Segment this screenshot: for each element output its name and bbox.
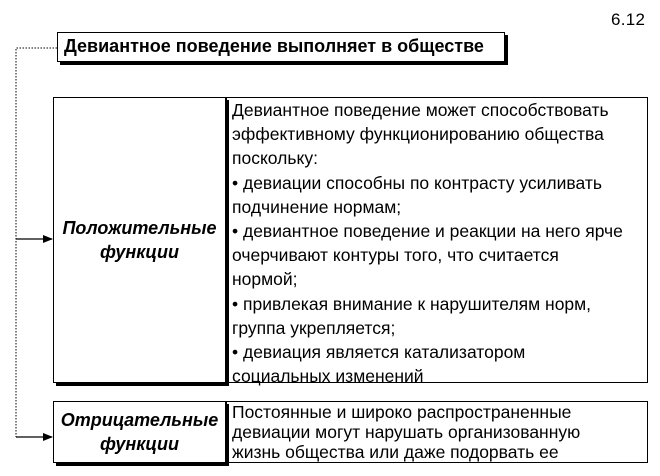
text-line: подчинение нормам; bbox=[232, 196, 402, 217]
text-line: • привлекая внимание к нарушителям норм, bbox=[232, 293, 592, 314]
text-line: очерчивают контуры того, что считается bbox=[232, 245, 559, 266]
text-line: Девиантное поведение может способствовать bbox=[232, 100, 609, 120]
text-line: эффективному функционированию общества bbox=[232, 124, 604, 145]
trunk-line bbox=[16, 48, 57, 437]
text-line: • девиантное поведение и реакции на него ярче bbox=[232, 221, 623, 242]
text-line: девиации могут нарушать организованную bbox=[232, 422, 581, 442]
text-line: • девиации способны по контрасту усиливать bbox=[232, 172, 602, 193]
negative-functions-text bbox=[226, 401, 648, 463]
text-line: поскольку: bbox=[232, 148, 318, 169]
negative-functions-label bbox=[53, 401, 226, 463]
text-line: нормой; bbox=[232, 269, 298, 290]
text-line: Постоянные и широко распространенные bbox=[232, 402, 572, 422]
positive-functions-text bbox=[226, 97, 648, 387]
text-line: • девиация является катализатором bbox=[232, 342, 526, 363]
page-number: 6.12 bbox=[611, 10, 646, 29]
positive-label-line2: функции bbox=[99, 242, 180, 262]
text-line: социальных изменений bbox=[232, 366, 424, 387]
positive-functions-label bbox=[53, 97, 226, 383]
negative-label-line2: функции bbox=[99, 434, 180, 454]
diagram-title: Девиантное поведение выполняет в обществе bbox=[57, 32, 505, 62]
positive-label-line1: Положительные bbox=[62, 218, 217, 238]
text-line: жизнь общества или даже подорвать ее bbox=[232, 442, 559, 462]
negative-label-line1: Отрицательные bbox=[60, 410, 219, 430]
text-line: группа укрепляется; bbox=[232, 317, 396, 338]
